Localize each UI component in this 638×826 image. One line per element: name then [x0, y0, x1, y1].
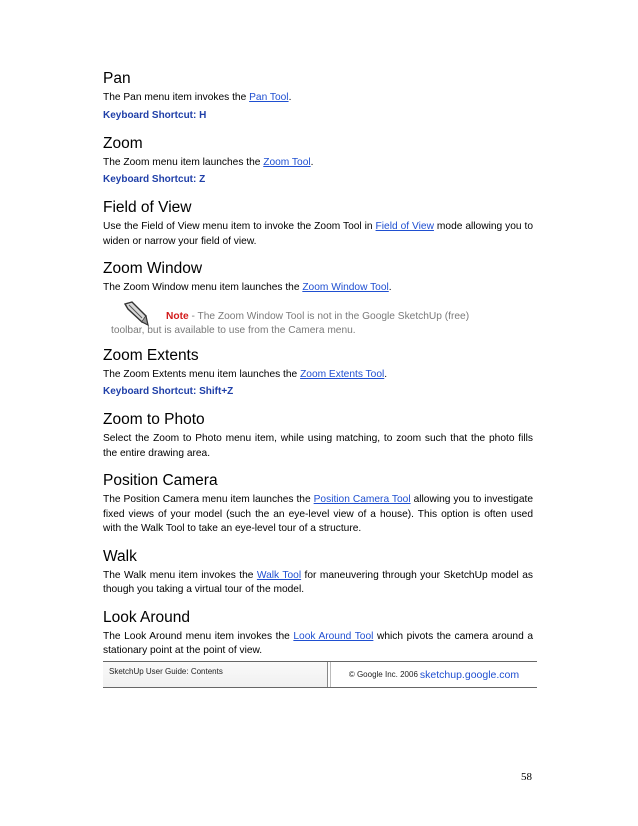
text: The Pan menu item invokes the — [103, 92, 250, 103]
section-pan — [103, 70, 533, 123]
link-look-around-tool[interactable]: Look Around Tool — [293, 630, 374, 642]
note-label: Note — [166, 310, 189, 322]
heading-pan: Pan — [103, 70, 131, 87]
section-look-around — [103, 609, 533, 659]
heading-zoom-window: Zoom Window — [103, 260, 203, 277]
footer-guide-title: SketchUp User Guide: Contents — [103, 662, 328, 687]
shortcut-zoom-extents: Keyboard Shortcut: Shift+Z — [103, 386, 234, 397]
para-zoom — [103, 156, 533, 171]
document-body — [103, 70, 533, 662]
text: The Zoom menu item launches the — [103, 156, 264, 168]
section-zoom-to-photo — [103, 411, 533, 461]
para-pan — [103, 91, 533, 106]
footer-copyright: © Google Inc. 2006 — [348, 670, 418, 679]
link-walk-tool[interactable]: Walk Tool — [256, 569, 302, 581]
note-dash: - — [188, 310, 198, 322]
heading-position-camera: Position Camera — [103, 472, 218, 489]
section-zoom-window — [103, 260, 533, 339]
text: The Look Around menu item invokes the — [103, 630, 294, 642]
note-callout — [103, 310, 533, 339]
text: . — [288, 92, 292, 103]
text: allowing you to investigate fixed views of your model (such the an eye-level view of a house). This option is often used with the Walk Tool to take an eye-level tour of a structure. — [103, 494, 534, 534]
footer-site-link[interactable]: sketchup.google.com — [419, 668, 520, 681]
text: Use the Field of View menu item to invoke the Zoom Tool in — [103, 221, 376, 232]
text: . — [310, 156, 314, 168]
text: . — [388, 282, 392, 293]
page-number: 58 — [521, 771, 532, 783]
para-field-of-view — [103, 220, 533, 249]
text: The Position Camera menu item launches the — [103, 494, 314, 505]
para-look-around — [103, 630, 533, 659]
pencil-note-icon — [122, 300, 150, 326]
para-zoom-to-photo: Select the Zoom to Photo menu item, while using matching, to zoom such that the photo fills the entire drawing area. — [103, 433, 533, 459]
link-zoom-extents-tool[interactable]: Zoom Extents Tool — [300, 368, 385, 380]
link-position-camera-tool[interactable]: Position Camera Tool — [313, 494, 411, 505]
text: The Walk menu item invokes the — [103, 569, 257, 581]
para-zoom-extents — [103, 368, 533, 383]
section-position-camera — [103, 472, 533, 537]
note-text-1: The Zoom Window Tool is not in the Google SketchUp (free) — [197, 310, 470, 322]
shortcut-pan: Keyboard Shortcut: H — [103, 109, 207, 121]
heading-field-of-view: Field of View — [103, 199, 192, 216]
shortcut-zoom: Keyboard Shortcut: Z — [103, 174, 206, 185]
text: mode allowing you to widen or narrow your field of view. — [103, 221, 534, 247]
heading-look-around: Look Around — [103, 608, 191, 626]
page-footer — [103, 661, 537, 688]
para-position-camera — [103, 493, 533, 537]
section-field-of-view — [103, 199, 533, 249]
heading-zoom-extents: Zoom Extents — [103, 346, 199, 364]
heading-zoom-to-photo: Zoom to Photo — [103, 411, 205, 428]
link-field-of-view[interactable]: Field of View — [375, 221, 434, 232]
para-zoom-window — [103, 281, 533, 296]
text: The Zoom Window menu item launches the — [103, 282, 303, 293]
section-zoom — [103, 135, 533, 188]
text: The Zoom Extents menu item launches the — [103, 368, 301, 380]
link-zoom-tool[interactable]: Zoom Tool — [263, 156, 311, 168]
heading-walk: Walk — [103, 547, 137, 565]
footer-right — [330, 662, 537, 687]
section-walk — [103, 548, 533, 598]
note-line-1 — [111, 310, 533, 325]
para-walk — [103, 569, 533, 598]
text: which pivots the camera around a stationary point at the point of view. — [103, 630, 533, 656]
link-pan-tool[interactable]: Pan Tool — [249, 92, 289, 103]
link-zoom-window-tool[interactable]: Zoom Window Tool — [302, 282, 389, 293]
section-zoom-extents — [103, 347, 533, 400]
text: for maneuvering through your SketchUp model as though you taking a virtual tour of the model. — [103, 569, 533, 595]
text: . — [384, 368, 388, 380]
heading-zoom: Zoom — [103, 134, 143, 152]
note-line-2: toolbar, but is available to use from the Camera menu. — [111, 325, 356, 336]
